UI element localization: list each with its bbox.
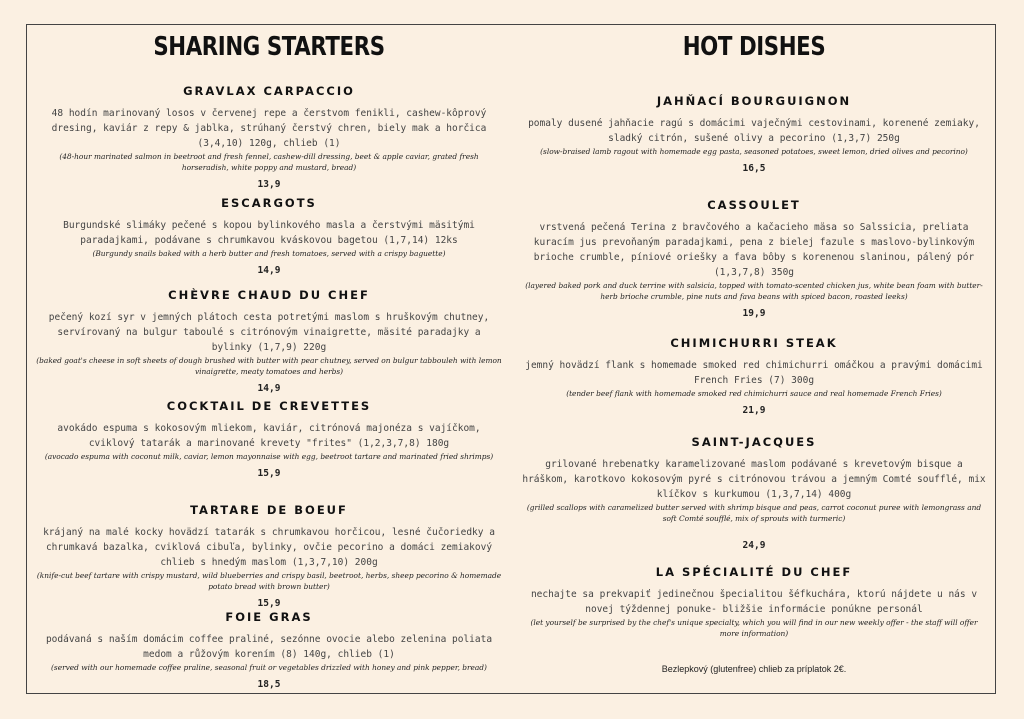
dish-name: CASSOULET <box>707 198 801 212</box>
dish-jahnaci-bourguignon <box>522 94 986 174</box>
dish-saint-jacques <box>522 435 986 551</box>
dish-description: Burgundské slimáky pečené s kopou bylinkového masla a čerstvými mäsitými paradajkami, podávane s chrumkavou kváskovou bagetou (1,7,14) 12ks <box>63 220 475 246</box>
section-title-sharing-starters: SHARING STARTERS <box>153 32 385 62</box>
dish-translation: (tender beef flank with homemade smoked red chimichurri sauce and real homemade French Fries) <box>566 389 942 398</box>
dish-description: podávaná s naším domácim coffee praliné, sezónne ovocie alebo zelenina poliata medom a růžovým korením (8) 140g, chlieb (1) <box>45 634 493 660</box>
dish-foie-gras <box>36 610 502 690</box>
dish-name: GRAVLAX CARPACCIO <box>183 84 355 98</box>
dish-price: 19,9 <box>742 308 766 319</box>
dish-description: avokádo espuma s kokosovým mliekom, kaviár, citrónová majonéza s vajíčkom, cviklový tatarák a marinované krevety "frites" (1,2,3,7,8) 180g <box>57 423 481 449</box>
dish-translation: (slow-braised lamb ragout with homemade egg pasta, seasoned potatoes, sweet lemon, dried olives and pecorino) <box>540 147 968 156</box>
dish-price: 24,9 <box>742 540 766 551</box>
dish-translation: (let yourself be surprised by the chef's unique specialty, which you will find in our new weekly offer - the staff will offer more information) <box>530 618 978 638</box>
dish-price: 14,9 <box>257 383 281 394</box>
dish-la-specialite-du-chef <box>522 565 986 639</box>
dish-description: 48 hodín marinovaný losos v červenej repe a čerstvom fenikli, cashew-kôprový dresing, kaviár z repy & jablka, strúhaný čerstvý chren, biely mak a horčica (3,4,10) 120g, chlieb (1) <box>51 108 487 149</box>
dish-description: vrstvená pečená Terina z bravčového a kačacieho mäsa so Salssicia, preliata kuracím jus prevoňaným paradajkami, pena z bielej fazule s maslovo-bylinkovým brioche crumble, píniové oriešky a fava bôby s korenenou slaninou, pálený pór (1,3,7,8) 350g <box>533 222 975 278</box>
dish-name: CHIMICHURRI STEAK <box>670 336 838 350</box>
dish-price: 15,9 <box>257 598 281 609</box>
dish-translation: (served with our homemade coffee praline, seasonal fruit or vegetables drizzled with honey and pink pepper, bread) <box>51 663 487 672</box>
dish-name: JAHŇACÍ BOURGUIGNON <box>656 94 852 108</box>
dish-translation: (knife-cut beef tartare with crispy mustard, wild blueberries and crispy basil, beetroot, herbs, sheep pecorino & homemade potato bread with brown butter) <box>36 571 502 591</box>
dish-name: TARTARE DE BOEUF <box>190 503 348 517</box>
glutenfree-note: Bezlepkový (glutenfree) chlieb za príplatok 2€. <box>661 664 847 674</box>
dish-description: jemný hovädzí flank s homemade smoked red chimichurri omáčkou a pravými domácimi French Fries (7) 300g <box>525 360 983 386</box>
dish-name: COCKTAIL DE CREVETTES <box>166 399 372 413</box>
dish-gravlax-carpaccio <box>36 84 502 190</box>
dish-name: LA SPÉCIALITÉ DU CHEF <box>655 565 853 579</box>
dish-translation: (baked goat's cheese in soft sheets of dough brushed with butter with pear chutney, served on bulgur tabbouleh with lemon vinaigrette, meaty tomatoes and herbs) <box>36 356 502 376</box>
dish-description: pečený kozí syr v jemných plátoch cesta potretými maslom s hruškovým chutney, servírovaný na bulgur taboulé s citrónovým vinaigrette, mäsité paradajky a bylinky (1,7,9) 220g <box>48 312 490 353</box>
dish-translation: (avocado espuma with coconut milk, caviar, lemon mayonnaise with egg, beetroot tartare and marinated fried shrimps) <box>44 452 494 461</box>
dish-price: 13,9 <box>257 179 281 190</box>
dish-translation: (Burgundy snails baked with a herb butter and fresh tomatoes, served with a crispy baguette) <box>92 249 446 258</box>
dish-name: ESCARGOTS <box>221 196 317 210</box>
dish-price: 15,9 <box>257 468 281 479</box>
dish-tartare-de-boeuf <box>36 503 502 609</box>
dish-name: CHÈVRE CHAUD DU CHEF <box>168 288 370 302</box>
dish-chevre-chaud <box>36 288 502 394</box>
section-title-hot-dishes: HOT DISHES <box>682 32 826 62</box>
dish-description: nechajte sa prekvapiť jedinečnou špecialitou šéfkuchára, ktorú nájdete u nás v novej týždennej ponuke- bližšie informácie ponúkne personál <box>530 589 978 615</box>
dish-description: krájaný na malé kocky hovädzí tatarák s chrumkavou horčicou, lesné čučoriedky a chrumkavá bazalka, cviklová cibuľa, bylinky, ovčie pecorino a domáci zemiakový chlieb s hnedým maslom (1,3,7,10) 200g <box>43 527 495 568</box>
dish-cassoulet <box>522 198 986 319</box>
dish-translation: (48-hour marinated salmon in beetroot and fresh fennel, cashew-dill dressing, beet & apple caviar, grated fresh horseradish, white poppy and mustard, bread) <box>59 152 479 172</box>
dish-description: pomaly dusené jahňacie ragú s domácimi vaječnými cestovinami, korenené zemiaky, sladký citrón, sušené olivy a pecorino (1,3,7) 250g <box>528 118 980 144</box>
dish-translation: (layered baked pork and duck terrine with salsicia, topped with tomato-scented chicken jus, white bean foam with butter-herb brioche crumble, pine nuts and fava beans with spiced bacon, roasted leeks) <box>525 281 983 301</box>
dish-name: FOIE GRAS <box>225 610 313 624</box>
dish-price: 14,9 <box>257 265 281 276</box>
dish-price: 21,9 <box>742 405 766 416</box>
dish-cocktail-de-crevettes <box>36 399 502 479</box>
dish-escargots <box>36 196 502 276</box>
dish-price: 18,5 <box>257 679 281 690</box>
dish-translation: (grilled scallops with caramelized butter served with shrimp bisque and peas, carrot coconut puree with lemongrass and soft Comté soufflé, mix of sprouts with turmeric) <box>526 503 982 523</box>
dish-name: SAINT-JACQUES <box>691 435 817 449</box>
dish-description: grilované hrebenatky karamelizované maslom podávané s krevetovým bisque a hráškom, karotkovo kokosovým pyré s citrónovou trávou a jemným Comté soufflé, mix klíčkov s kurkumou (1,3,7,14) 400g <box>522 459 986 500</box>
dish-chimichurri-steak <box>522 336 986 416</box>
dish-price: 16,5 <box>742 163 766 174</box>
